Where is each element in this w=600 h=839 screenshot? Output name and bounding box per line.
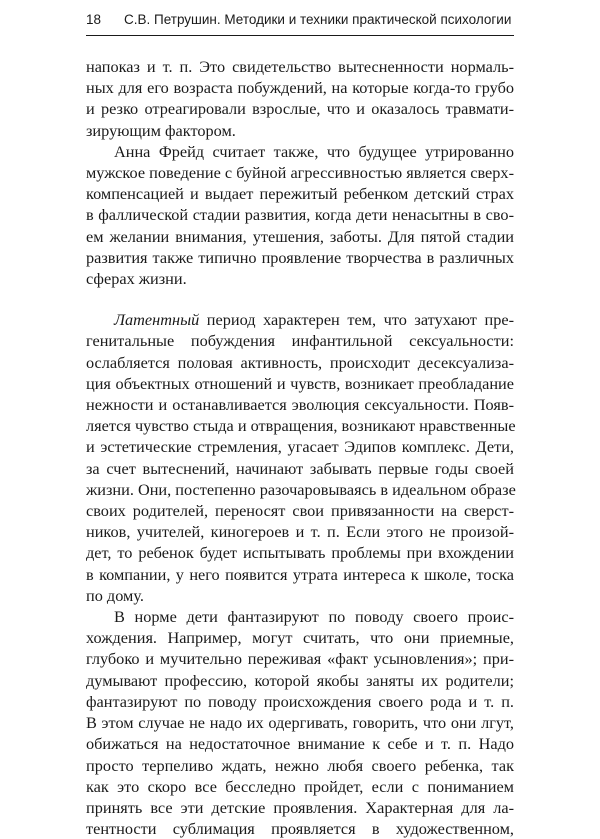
text-line: за счет вытеснений, начинают забывать первые годы своей xyxy=(86,458,514,478)
body-text xyxy=(86,56,514,839)
text-line: В норме дети фантазируют по поводу своего проис- xyxy=(114,607,514,627)
text-line: нежности и останавливается эволюция сексуальности. Появ- xyxy=(86,395,514,415)
text-line: ников, учителей, киногероев и т. п. Если этого не произой- xyxy=(86,522,514,542)
text-line: развития также типично проявление творчества в различных xyxy=(86,247,514,267)
text-line: принять все эти детские проявления. Характерная для ла- xyxy=(86,797,514,817)
paragraph-2 xyxy=(86,141,514,289)
running-title: С.В. Петрушин. Методики и техники практической психологии xyxy=(124,12,512,27)
paragraph-4 xyxy=(86,606,514,839)
text-line: в компании, у него появится утрата интереса к школе, тоска xyxy=(86,564,514,584)
text-line: компенсацией и выдает пережитый ребенком детский страх xyxy=(86,184,514,204)
text-line: генитальные побуждения инфантильной сексуальности: xyxy=(86,331,514,351)
text-line xyxy=(86,309,514,330)
text-line: в фаллической стадии развития, когда дети ненасытны в сво- xyxy=(86,205,514,225)
text-line: В этом случае не надо их одергивать, говорить, что они лгут, xyxy=(86,713,514,733)
text-line: зирующим фактором. xyxy=(86,120,236,140)
text-line: обижаться на недостаточное внимание к себе и т. п. Надо xyxy=(86,734,514,754)
text-line: дет, то ребенок будет испытывать проблемы при вхождении xyxy=(86,543,514,563)
text-line: думывают профессию, которой якобы заняты их родители; xyxy=(86,670,514,690)
text-line: тентности сублимация проявляется в художественном, xyxy=(86,819,514,839)
text-line: глубоко и мучительно переживая «факт усыновления»; при- xyxy=(86,649,514,669)
paragraph-3 xyxy=(86,309,514,606)
text-line: ем желании внимания, утешения, заботы. Для пятой стадии xyxy=(86,226,514,246)
text-line: и резко отреагировали взрослые, что и оказалось травмати- xyxy=(86,99,514,119)
term-latent: Латентный xyxy=(114,310,200,330)
text-line: своих родителей, переносят свои привязанности на сверст- xyxy=(86,501,514,521)
page-number: 18 xyxy=(86,12,102,27)
text-line: ных для его возраста побуждений, на которые когда-то грубо xyxy=(86,78,514,98)
text-line: мужское поведение с буйной агрессивностью является сверх- xyxy=(86,163,514,183)
text-line: жизни. Они, постепенно разочаровываясь в идеальном образе xyxy=(86,479,516,499)
text-line: ляется чувство стыда и отвращения, возникают нравственные xyxy=(86,416,516,436)
text-line: ослабляется половая активность, происходит десексуализа- xyxy=(86,352,514,372)
text-line: как это скоро все бесследно пройдет, если с пониманием xyxy=(86,776,514,796)
text-line: фантазируют по поводу происхождения своего рода и т. п. xyxy=(86,691,514,711)
text-line: хождения. Например, могут считать, что они приемные, xyxy=(86,628,514,648)
text-line: по дому. xyxy=(86,585,144,605)
header-rule xyxy=(86,35,514,36)
text-line: и эстетические стремления, угасает Эдипов комплекс. Дети, xyxy=(86,437,514,457)
text-line: Анна Фрейд считает также, что будущее утрированно xyxy=(114,141,514,161)
running-header xyxy=(86,12,514,27)
text-line: ция объектных отношений и чувств, возникает преобладание xyxy=(86,373,514,393)
text-fragment: период характерен тем, что затухают пре- xyxy=(199,310,514,330)
paragraph-1 xyxy=(86,56,514,141)
text-line: просто терпеливо ждать, нежно любя своего ребенка, так xyxy=(86,755,514,775)
text-line: напоказ и т. п. Это свидетельство вытесненности нормаль- xyxy=(86,57,514,76)
text-line: сферах жизни. xyxy=(86,269,187,289)
